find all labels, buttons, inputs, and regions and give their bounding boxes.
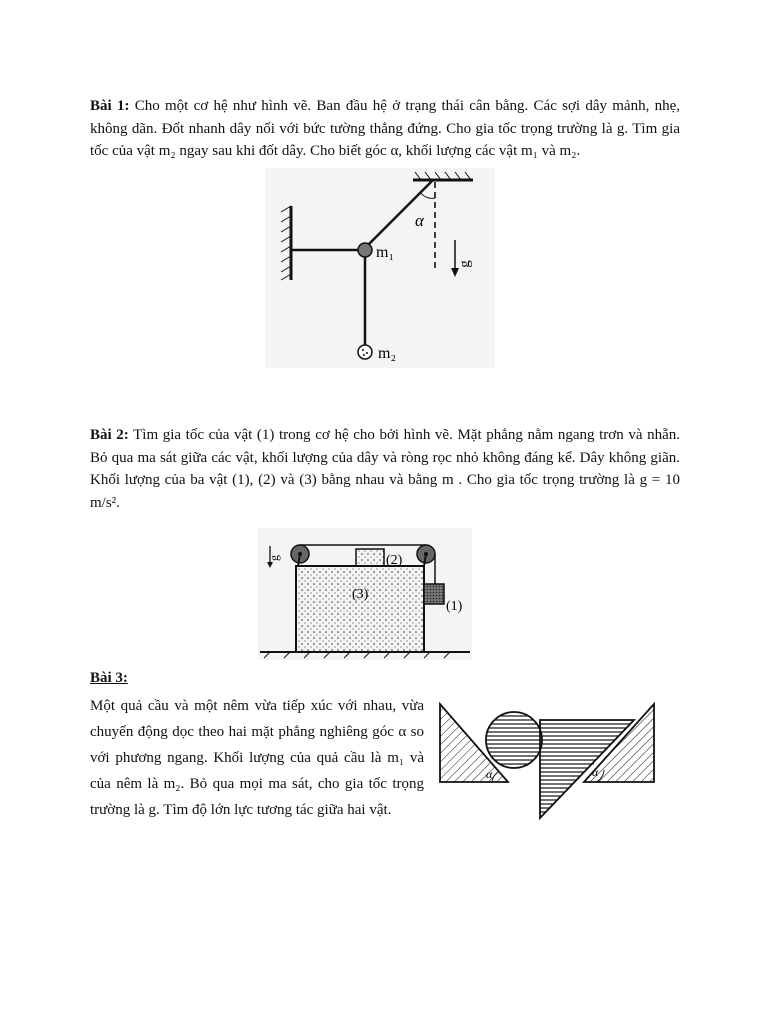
label-3: (3) — [352, 587, 369, 602]
problem-1 — [90, 95, 680, 163]
problem-1-text: Cho một cơ hệ như hình vẽ. Ban đầu hệ ở trạng thái cân bằng. Các sợi dây mảnh, nhẹ, không dãn. Đốt nhanh dây nối với bức tường thẳng đứng. Cho gia tốc trọng trường là g. Tìm gia tốc của vật m₂ ngay sau khi đốt dây. Cho biết góc α, khối lượng các vật m₁ và m₂. — [90, 98, 681, 159]
m2-label: m₂ — [378, 345, 397, 362]
block-3 — [296, 566, 424, 652]
problem-3-text: Một quả cầu và một nêm vừa tiếp xúc với nhau, vừa chuyển động dọc theo hai mặt phẳng nghiêng góc α so với phương ngang. Khối lượng của quả cầu là m₁ và của nêm là m₂. Bỏ qua mọi ma sát, cho gia tốc trọng trường là g. Tìm độ lớn lực tương tác giữa hai vật. — [90, 698, 424, 818]
g-label: g — [457, 260, 473, 268]
problem-2-text: Tìm gia tốc của vật (1) trong cơ hệ cho bởi hình vẽ. Mặt phẳng nằm ngang trơn và nhẵn. Bỏ qua ma sát giữa các vật, khối lượng của dây và ròng rọc nhỏ không đáng kể. Dây không giãn. Khối lượng của ba vật (1), (2) và (3) bằng nhau và bằng m . Cho gia tốc trọng trường là g = 10 m/s². — [90, 427, 681, 511]
problem-3-figure — [436, 698, 658, 826]
alpha-label: α — [415, 211, 424, 230]
block-2 — [356, 549, 384, 566]
g-label: g — [267, 555, 281, 561]
problem-1-label: Bài 1: — [90, 98, 130, 114]
label-1: (1) — [446, 599, 463, 614]
block-1 — [424, 584, 444, 604]
label-2: (2) — [386, 553, 403, 568]
problem-2-figure — [258, 528, 472, 660]
mass-m2 — [358, 345, 372, 359]
ball — [486, 712, 542, 768]
mass-m1 — [358, 243, 372, 257]
problem-2-label: Bài 2: — [90, 427, 129, 443]
problem-1-figure — [265, 168, 495, 368]
alpha-right-label: α — [592, 765, 599, 779]
problem-3-label: Bài 3: — [90, 670, 128, 686]
problem-2 — [90, 424, 680, 514]
alpha-left-label: α — [486, 767, 493, 781]
m1-label: m₁ — [376, 244, 395, 261]
